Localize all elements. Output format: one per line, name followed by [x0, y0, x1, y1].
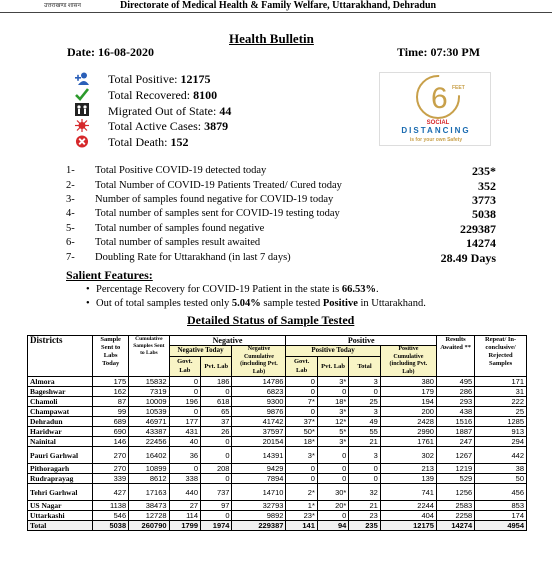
table-cell: 177: [169, 417, 200, 427]
table-cell: 913: [475, 427, 527, 437]
table-cell: 2*: [286, 484, 317, 501]
table-cell: 65: [201, 407, 232, 417]
table-cell: 6823: [232, 387, 286, 397]
district-name: Champawat: [28, 407, 93, 417]
table-cell: 25: [475, 407, 527, 417]
district-name: Dehradun: [28, 417, 93, 427]
table-cell: 7*: [286, 397, 317, 407]
district-name: Total: [28, 521, 93, 531]
table-cell: 0: [317, 387, 348, 397]
cross-circle-icon: [75, 135, 89, 148]
table-cell: 12*: [317, 417, 348, 427]
table-cell: 0: [169, 464, 200, 474]
table-cell: 3: [349, 447, 380, 464]
table-cell: 247: [436, 437, 474, 447]
table-cell: 1*: [286, 501, 317, 511]
table-cell: 7894: [232, 474, 286, 484]
table-cell: 38: [475, 464, 527, 474]
table-cell: 270: [93, 464, 129, 474]
table-cell: 208: [201, 464, 232, 474]
add-user-icon: [75, 72, 89, 85]
table-cell: 0: [286, 464, 317, 474]
total-row: [28, 521, 527, 531]
table-cell: 14710: [232, 484, 286, 501]
table-cell: 10539: [129, 407, 169, 417]
table-cell: 12175: [380, 521, 436, 531]
table-cell: 618: [201, 397, 232, 407]
table-cell: 12728: [129, 511, 169, 521]
table-cell: 18*: [317, 397, 348, 407]
table-cell: 18*: [286, 437, 317, 447]
family-icon: [75, 103, 89, 116]
salient-item: • Percentage Recovery for COVID-19 Patient in the state is 66.53%.: [96, 284, 379, 295]
table-cell: 431: [169, 427, 200, 437]
table-cell: 26: [201, 427, 232, 437]
col-total: Total: [349, 356, 380, 376]
table-cell: 20154: [232, 437, 286, 447]
district-name: Rudraprayag: [28, 474, 93, 484]
table-cell: 27: [169, 501, 200, 511]
table-cell: 0: [349, 474, 380, 484]
table-cell: 2990: [380, 427, 436, 437]
table-cell: 1267: [436, 447, 474, 464]
table-cell: 14274: [436, 521, 474, 531]
table-cell: 14391: [232, 447, 286, 464]
table-cell: 213: [380, 464, 436, 474]
directorate-title: Directorate of Medical Health & Family Welfare, Uttarakhand, Dehradun: [120, 0, 437, 11]
social-distancing-logo: [379, 72, 491, 146]
list-value: 352: [478, 179, 496, 193]
table-cell: 404: [380, 511, 436, 521]
table-cell: 222: [475, 397, 527, 407]
col-negative-cumulative: Negative Cumulative (including Pvt. Lab): [232, 346, 286, 377]
list-value: 235*: [472, 164, 496, 178]
logo-line2: DISTANCING: [401, 126, 471, 135]
table-cell: 21: [349, 437, 380, 447]
table-row: [28, 397, 527, 407]
bulletin-title: Health Bulletin: [229, 31, 314, 46]
table-cell: 40: [169, 437, 200, 447]
table-cell: 4954: [475, 521, 527, 531]
table-cell: 229387: [232, 521, 286, 531]
table-cell: 427: [93, 484, 129, 501]
table-cell: 0: [317, 447, 348, 464]
district-name: Chamoli: [28, 397, 93, 407]
table-cell: 162: [93, 387, 129, 397]
table-cell: 43387: [129, 427, 169, 437]
col-positive-cumulative: Positive Cumulative (including Pvt. Lab): [380, 346, 436, 377]
stat-positive: Total Positive: 12175: [108, 72, 211, 86]
table-cell: 2244: [380, 501, 436, 511]
salient-title: Salient Features:: [66, 268, 153, 282]
table-cell: 1219: [436, 464, 474, 474]
list-value: 28.49 Days: [440, 251, 496, 265]
table-cell: 146: [93, 437, 129, 447]
table-cell: 97: [201, 501, 232, 511]
table-cell: 17163: [129, 484, 169, 501]
table-cell: 0: [169, 387, 200, 397]
district-name: Uttarkashi: [28, 511, 93, 521]
table-cell: 46971: [129, 417, 169, 427]
list-value: 14274: [466, 236, 496, 250]
table-cell: 1516: [436, 417, 474, 427]
col-positive-today: Positive Today: [286, 346, 380, 357]
col-pvt-lab-positive: Pvt. Lab: [317, 356, 348, 376]
table-cell: 174: [475, 511, 527, 521]
table-row: [28, 511, 527, 521]
col-pvt-lab: Pvt. Lab: [201, 356, 232, 376]
list-value: 229387: [460, 222, 496, 236]
table-cell: 529: [436, 474, 474, 484]
table-cell: 9892: [232, 511, 286, 521]
table-cell: 50: [475, 474, 527, 484]
table-cell: 1974: [201, 521, 232, 531]
table-cell: 853: [475, 501, 527, 511]
table-cell: 294: [475, 437, 527, 447]
table-cell: 3: [349, 407, 380, 417]
stat-recovered: Total Recovered: 8100: [108, 88, 218, 102]
table-cell: 0: [201, 447, 232, 464]
table-title: Detailed Status of Sample Tested: [187, 313, 355, 327]
table-cell: 2583: [436, 501, 474, 511]
table-cell: 31: [475, 387, 527, 397]
table-cell: 5*: [317, 427, 348, 437]
table-cell: 36: [169, 447, 200, 464]
table-cell: 9429: [232, 464, 286, 474]
district-name: Nainital: [28, 437, 93, 447]
table-cell: 0: [286, 377, 317, 387]
hindi-govt-text: उत्तराखण्ड शासन: [44, 3, 81, 9]
table-cell: 689: [93, 417, 129, 427]
table-cell: 10899: [129, 464, 169, 474]
table-cell: 0: [201, 474, 232, 484]
sample-status-table: [27, 335, 527, 531]
stat-active: Total Active Cases: 3879: [108, 119, 229, 133]
district-name: US Nagar: [28, 501, 93, 511]
table-cell: 37*: [286, 417, 317, 427]
table-cell: 0: [201, 511, 232, 521]
stat-death: Total Death: 152: [108, 135, 189, 149]
table-cell: 0: [169, 407, 200, 417]
table-cell: 99: [93, 407, 129, 417]
table-cell: 286: [436, 387, 474, 397]
table-cell: 339: [93, 474, 129, 484]
col-govt-lab: Govt. Lab: [169, 356, 200, 376]
logo-suffix: FEET: [452, 85, 465, 91]
table-cell: 37597: [232, 427, 286, 437]
table-cell: 1138: [93, 501, 129, 511]
table-cell: 141: [286, 521, 317, 531]
table-row: [28, 377, 527, 387]
table-cell: 235: [349, 521, 380, 531]
table-cell: 3*: [317, 377, 348, 387]
table-cell: 23: [349, 511, 380, 521]
table-cell: 186: [201, 377, 232, 387]
table-cell: 87: [93, 397, 129, 407]
table-cell: 293: [436, 397, 474, 407]
salient-item: • Out of total samples tested only 5.04% sample tested Positive in Uttarakhand.: [96, 298, 426, 309]
table-cell: 1285: [475, 417, 527, 427]
table-cell: 0: [169, 377, 200, 387]
table-cell: 3*: [286, 447, 317, 464]
table-row: [28, 447, 527, 464]
table-cell: 49: [349, 417, 380, 427]
col-cumulative-samples: Cumulative Samples Sent to Labs: [129, 336, 169, 377]
table-cell: 0: [349, 464, 380, 474]
logo-number: 6: [431, 82, 448, 115]
table-row: [28, 484, 527, 501]
table-cell: 50*: [286, 427, 317, 437]
col-positive: Positive: [286, 336, 437, 346]
table-row: [28, 464, 527, 474]
stat-migrated: Migrated Out of State: 44: [108, 104, 232, 118]
table-cell: 442: [475, 447, 527, 464]
table-cell: 9876: [232, 407, 286, 417]
table-row: [28, 474, 527, 484]
table-cell: 5038: [93, 521, 129, 531]
table-cell: 10009: [129, 397, 169, 407]
col-sample-today: Sample Sent to Labs Today: [93, 336, 129, 377]
table-cell: 25: [349, 397, 380, 407]
table-row: [28, 427, 527, 437]
table-cell: 380: [380, 377, 436, 387]
logo-line1: SOCIAL: [426, 120, 450, 126]
table-cell: 2428: [380, 417, 436, 427]
table-cell: 1887: [436, 427, 474, 437]
bulletin-time: Time: 07:30 PM: [397, 45, 481, 59]
col-negative: Negative: [169, 336, 286, 346]
table-cell: 23*: [286, 511, 317, 521]
table-row: [28, 437, 527, 447]
table-cell: 37: [201, 417, 232, 427]
table-cell: 200: [380, 407, 436, 417]
table-cell: 32: [349, 484, 380, 501]
table-cell: 3: [349, 377, 380, 387]
table-cell: 690: [93, 427, 129, 437]
table-cell: 1256: [436, 484, 474, 501]
table-cell: 3*: [317, 437, 348, 447]
table-cell: 55: [349, 427, 380, 437]
header-bar: [0, 0, 552, 13]
table-cell: 8612: [129, 474, 169, 484]
table-cell: 495: [436, 377, 474, 387]
table-cell: 16402: [129, 447, 169, 464]
table-cell: 30*: [317, 484, 348, 501]
table-cell: 114: [169, 511, 200, 521]
col-repeat: Repeat/ In-conclusive/ Rejected Samples: [475, 336, 527, 377]
col-govt-lab-positive: Govt. Lab: [286, 356, 317, 376]
table-cell: 3*: [317, 407, 348, 417]
district-name: Pithoragarh: [28, 464, 93, 474]
virus-icon: [75, 119, 89, 132]
table-cell: 546: [93, 511, 129, 521]
table-cell: 737: [201, 484, 232, 501]
col-districts: Districts: [28, 336, 93, 377]
table-cell: 171: [475, 377, 527, 387]
col-results-awaited: Results Awaited **: [436, 336, 474, 377]
table-cell: 0: [317, 464, 348, 474]
table-cell: 9300: [232, 397, 286, 407]
logo-line3: is for your own Safety: [409, 137, 463, 143]
table-cell: 21: [349, 501, 380, 511]
district-name: Bageshwar: [28, 387, 93, 397]
table-cell: 456: [475, 484, 527, 501]
check-icon: [75, 88, 89, 101]
district-name: Tehri Garhwal: [28, 484, 93, 501]
table-cell: 438: [436, 407, 474, 417]
table-row: [28, 501, 527, 511]
table-cell: 7319: [129, 387, 169, 397]
table-cell: 179: [380, 387, 436, 397]
table-row: [28, 417, 527, 427]
table-cell: 196: [169, 397, 200, 407]
table-cell: 0: [286, 387, 317, 397]
district-name: Almora: [28, 377, 93, 387]
table-cell: 41742: [232, 417, 286, 427]
table-cell: 32793: [232, 501, 286, 511]
table-cell: 0: [317, 474, 348, 484]
table-cell: 38473: [129, 501, 169, 511]
district-name: Haridwar: [28, 427, 93, 437]
table-cell: 22456: [129, 437, 169, 447]
table-cell: 260790: [129, 521, 169, 531]
table-cell: 94: [317, 521, 348, 531]
bulletin-date: Date: 16-08-2020: [67, 45, 154, 59]
table-cell: 15832: [129, 377, 169, 387]
table-cell: 194: [380, 397, 436, 407]
table-cell: 440: [169, 484, 200, 501]
list-value: 3773: [472, 193, 496, 207]
table-cell: 20*: [317, 501, 348, 511]
table-cell: 0: [286, 474, 317, 484]
table-cell: 2258: [436, 511, 474, 521]
table-cell: 1761: [380, 437, 436, 447]
table-cell: 175: [93, 377, 129, 387]
table-cell: 338: [169, 474, 200, 484]
table-cell: 741: [380, 484, 436, 501]
table-cell: 139: [380, 474, 436, 484]
district-name: Pauri Garhwal: [28, 447, 93, 464]
table-cell: 0: [317, 511, 348, 521]
table-cell: 1799: [169, 521, 200, 531]
table-cell: 0: [286, 407, 317, 417]
table-cell: 0: [201, 387, 232, 397]
table-cell: 302: [380, 447, 436, 464]
table-cell: 0: [201, 437, 232, 447]
table-row: [28, 387, 527, 397]
col-negative-today: Negative Today: [169, 346, 232, 357]
table-cell: 14786: [232, 377, 286, 387]
table-cell: 270: [93, 447, 129, 464]
table-cell: 0: [349, 387, 380, 397]
table-row: [28, 407, 527, 417]
list-value: 5038: [472, 207, 496, 221]
